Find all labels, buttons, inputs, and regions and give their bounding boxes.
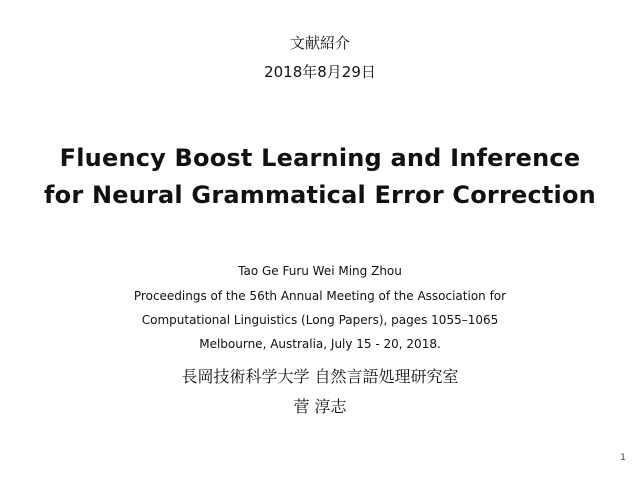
paper-authors: Tao Ge Furu Wei Ming Zhou <box>238 264 402 278</box>
presentation-date: 2018年8月29日 <box>264 63 376 81</box>
paper-venue-line-2: Computational Linguistics (Long Papers), pages 1055–1065 <box>141 313 499 327</box>
paper-venue-line-1: Proceedings of the 56th Annual Meeting of the Association for <box>133 289 507 303</box>
paper-title-line-1: Fluency Boost Learning and Inference <box>59 144 581 172</box>
slide-category-label: 文献紹介 <box>289 34 350 52</box>
presenter-name: 菅 淳志 <box>293 397 347 416</box>
paper-location-date: Melbourne, Australia, July 15 - 20, 2018. <box>199 337 441 351</box>
paper-title-line-2: for Neural Grammatical Error Correction <box>44 181 596 209</box>
presenter-affiliation: 長岡技術科学大学 自然言語処理研究室 <box>181 367 459 386</box>
page-number: 1 <box>620 453 626 463</box>
